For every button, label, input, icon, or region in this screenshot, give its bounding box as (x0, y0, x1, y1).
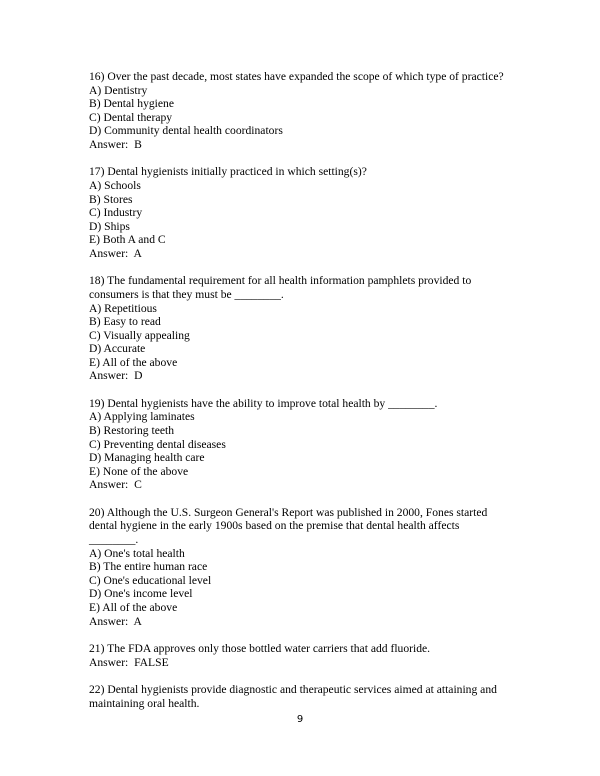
question-text-line: maintaining oral health. (89, 696, 200, 710)
question-text-line: consumers is that they must be ________. (89, 287, 284, 301)
question-item (89, 70, 529, 152)
question-text-line: 20) Although the U.S. Surgeon General's Report was published in 2000, Fones started (89, 505, 488, 519)
answer-option: D) Ships (89, 219, 130, 233)
answer-option: E) All of the above (89, 355, 178, 369)
answer-option: A) Applying laminates (89, 410, 195, 424)
answer-option: B) Easy to read (89, 315, 161, 329)
answer-option: A) Schools (89, 178, 141, 192)
answer-option: C) Dental therapy (89, 110, 173, 124)
question-item (89, 165, 529, 260)
answer-key: Answer: C (89, 478, 142, 492)
question-item (89, 506, 529, 628)
question-text-line: 17) Dental hygienists initially practiced in which setting(s)? (89, 165, 367, 179)
answer-key: Answer: D (89, 369, 143, 383)
answer-option: A) Dentistry (89, 83, 148, 97)
question-item (89, 274, 529, 383)
answer-option: B) Stores (89, 192, 133, 206)
question-text-line: 22) Dental hygienists provide diagnostic and therapeutic services aimed at attaining and (89, 682, 497, 696)
answer-option: E) Both A and C (89, 233, 166, 247)
answer-option: C) One's educational level (89, 573, 212, 587)
question-text-line: ________. (89, 533, 139, 546)
answer-option: D) One's income level (89, 587, 193, 601)
question-text (89, 70, 529, 84)
question-text (89, 397, 529, 411)
answer-option: A) Repetitious (89, 301, 157, 315)
page-number: 9 (296, 714, 304, 725)
question-text-line: 19) Dental hygienists have the ability to improve total health by ________. (89, 396, 438, 410)
answer-key: Answer: A (89, 246, 142, 260)
answer-option: B) Restoring teeth (89, 424, 175, 438)
answer-option: C) Visually appealing (89, 328, 190, 342)
answer-option: B) Dental hygiene (89, 97, 174, 111)
question-text (89, 506, 529, 547)
answer-key: Answer: FALSE (89, 655, 169, 669)
answer-option: E) None of the above (89, 464, 189, 478)
answer-key: Answer: B (89, 137, 142, 151)
question-text-line: 18) The fundamental requirement for all health information pamphlets provided to (89, 274, 472, 288)
question-list (89, 70, 529, 724)
answer-option: D) Managing health care (89, 451, 205, 465)
answer-option: E) All of the above (89, 600, 178, 614)
answer-key: Answer: A (89, 614, 142, 628)
question-text (89, 642, 529, 656)
answer-option: D) Accurate (89, 342, 146, 356)
question-text-line: 16) Over the past decade, most states have expanded the scope of which type of practice? (89, 70, 504, 83)
question-item (89, 642, 529, 669)
answer-option: C) Industry (89, 206, 143, 220)
question-text (89, 165, 529, 179)
question-item (89, 397, 529, 492)
answer-option: A) One's total health (89, 546, 185, 560)
answer-option: D) Community dental health coordinators (89, 124, 283, 138)
answer-option: C) Preventing dental diseases (89, 437, 226, 451)
question-text (89, 274, 529, 301)
answer-option: B) The entire human race (89, 560, 208, 574)
question-item (89, 683, 529, 710)
question-text-line: dental hygiene in the early 1900s based on the premise that dental health affects (89, 519, 460, 533)
question-text (89, 683, 529, 710)
question-text-line: 21) The FDA approves only those bottled water carriers that add fluoride. (89, 641, 431, 655)
